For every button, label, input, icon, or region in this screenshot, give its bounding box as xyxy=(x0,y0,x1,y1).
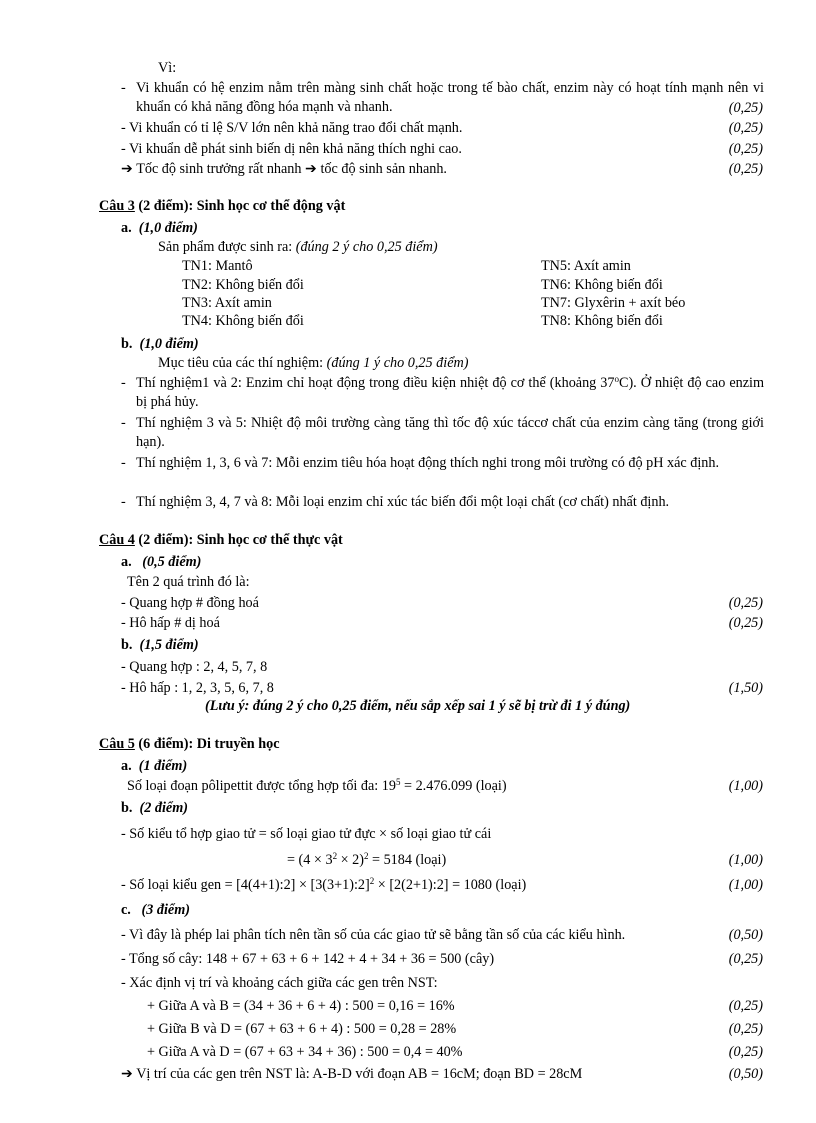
q5-part-a-heading: a. (1 điểm) xyxy=(121,758,188,774)
score: (0,25) xyxy=(728,161,763,177)
tn-item: TN4: Không biến đổi xyxy=(182,313,304,329)
arrow-right-icon: ➔ xyxy=(305,161,317,177)
score: (1,00) xyxy=(728,852,763,868)
q5-b-item-1: - Số kiểu tổ hợp giao tử = số loại giao tử đực × số loại giao tử cái xyxy=(121,826,492,842)
tn-item: TN7: Glyxêrin + axít béo xyxy=(541,295,686,311)
q3-b-item-4: Thí nghiệm 3, 4, 7 và 8: Mỗi loại enzim chỉ xúc tác biến đổi một loại chất (cơ chất) nhất định. xyxy=(136,494,670,510)
score: (0,50) xyxy=(728,1066,763,1082)
q5-part-b-heading: b. (2 điểm) xyxy=(121,800,188,816)
q5-c-conclusion: ➔ Vị trí của các gen trên NST là: A-B-D với đoạn AB = 16cM; đoạn BD = 28cM xyxy=(121,1066,583,1082)
score: (0,25) xyxy=(728,595,763,611)
tn-item: TN1: Mantô xyxy=(182,258,253,274)
q4-a-item-2: - Hô hấp # dị hoá xyxy=(121,615,220,631)
q3-b-item-1: Thí nghiệm1 và 2: Enzim chỉ hoạt động trong điều kiện nhiệt độ cơ thể (khoảng 37$^o$C). Ở nhiệt độ cao enzim bị phá hủy. xyxy=(136,374,764,410)
dash-marker: - xyxy=(121,415,126,431)
score: (0,50) xyxy=(728,927,763,943)
score: (1,50) xyxy=(728,680,763,696)
q3-part-a-heading: a. (1,0 điểm) xyxy=(121,220,198,236)
top-conclusion: ➔ Tốc độ sinh trưởng rất nhanh ➔ tốc độ sinh sản nhanh. xyxy=(121,161,447,177)
dash-marker: - xyxy=(121,455,126,471)
score: (0,25) xyxy=(728,1021,763,1037)
q3-b-item-3: Thí nghiệm 1, 3, 6 và 7: Mỗi enzim tiêu hóa hoạt động thích nghi trong môi trường có độ pH xác định. xyxy=(136,455,719,471)
tn-item: TN2: Không biến đổi xyxy=(182,277,304,293)
q5-part-c-heading: c. (3 điểm) xyxy=(121,902,190,918)
dash-marker: - xyxy=(121,494,126,510)
tn-item: TN8: Không biến đổi xyxy=(541,313,663,329)
q4-b-item-1: - Quang hợp : 2, 4, 5, 7, 8 xyxy=(121,659,268,675)
top-item-1: Vi khuẩn có hệ enzim nằm trên màng sinh chất hoặc trong tế bào chất, enzim này có hoạt tính mạnh nên vi khuẩn có khả năng đồng hóa mạnh và nhanh. xyxy=(136,80,764,115)
q3-b-item-2: Thí nghiệm 3 và 5: Nhiệt độ môi trường càng tăng thì tốc độ xúc táccơ chất của enzim càng tăng (trong giới hạn). xyxy=(136,415,764,450)
score: (1,00) xyxy=(728,778,763,794)
tn-item: TN6: Không biến đổi xyxy=(541,277,663,293)
q5-c-item-1: - Vì đây là phép lai phân tích nên tần số của các giao tử sẽ bằng tần số của các kiểu hình. xyxy=(121,927,626,943)
arrow-right-icon: ➔ xyxy=(121,161,133,177)
q4-a-intro: Tên 2 quá trình đó là: xyxy=(127,574,250,590)
q4-part-b-heading: b. (1,5 điểm) xyxy=(121,637,199,653)
dash-marker: - xyxy=(121,80,126,96)
top-item-2: - Vi khuẩn có tỉ lệ S/V lớn nên khả năng trao đổi chất mạnh. xyxy=(121,120,463,136)
q4-a-item-1: - Quang hợp # đồng hoá xyxy=(121,595,259,611)
top-item-3: - Vi khuẩn dễ phát sinh biến dị nên khả năng thích nghi cao. xyxy=(121,141,462,157)
q5-b-item-2: = $(4 \times 3^2 \times 2)^2 = 5184$ (loại) xyxy=(287,851,447,868)
tn-item: TN3: Axít amin xyxy=(182,295,272,311)
q4-part-a-heading: a. (0,5 điểm) xyxy=(121,554,202,570)
question-4-title: Câu 4 (2 điểm): Sinh học cơ thể thực vật xyxy=(99,532,343,548)
q5-c-item-5: + Giữa B và D = (67 + 63 + 6 + 4) : 500 = 0,28 = 28% xyxy=(147,1021,457,1037)
score: (0,25) xyxy=(728,951,763,967)
q4-note: (Lưu ý: đúng 2 ý cho 0,25 điểm, nếu sắp xếp sai 1 ý sẽ bị trừ đi 1 ý đúng) xyxy=(205,698,631,714)
score: (0,25) xyxy=(728,120,763,136)
score: (0,25) xyxy=(728,615,763,631)
score: (0,25) xyxy=(728,141,763,157)
q5-c-item-6: + Giữa A và D = (67 + 63 + 34 + 36) : 500 = 0,4 = 40% xyxy=(147,1044,463,1060)
score: (1,00) xyxy=(728,877,763,893)
score: (0,25) xyxy=(728,100,763,116)
q5-c-item-2: - Tổng số cây: 148 + 67 + 63 + 6 + 142 + 4 + 34 + 36 = 500 (cây) xyxy=(121,951,495,967)
q5-c-item-3: - Xác định vị trí và khoảng cách giữa các gen trên NST: xyxy=(121,975,438,991)
question-3-title: Câu 3 (2 điểm): Sinh học cơ thể động vật xyxy=(99,198,346,214)
dash-marker: - xyxy=(121,375,126,391)
q5-c-item-4: + Giữa A và B = (34 + 36 + 6 + 4) : 500 = 0,16 = 16% xyxy=(147,998,455,1014)
q3-part-b-heading: b. (1,0 điểm) xyxy=(121,336,199,352)
arrow-right-icon: ➔ xyxy=(121,1066,133,1082)
q3-b-intro: Mục tiêu của các thí nghiệm: (đúng 1 ý cho 0,25 điểm) xyxy=(158,355,469,371)
q5-b-item-3: - Số loại kiểu gen = [4(4+1):2] × [3(3+1):2]$^2$ × [2(2+1):2] = 1080 (loại) xyxy=(121,876,527,893)
score: (0,25) xyxy=(728,1044,763,1060)
vi-label: Vì: xyxy=(158,60,177,76)
score: (0,25) xyxy=(728,998,763,1014)
q4-b-item-2: - Hô hấp : 1, 2, 3, 5, 6, 7, 8 xyxy=(121,680,274,696)
tn-item: TN5: Axít amin xyxy=(541,258,631,274)
question-5-title: Câu 5 (6 điểm): Di truyền học xyxy=(99,736,280,752)
q5-a-item-1: Số loại đoạn pôlipettit được tổng hợp tối đa: $19^5 = 2.476.099$ (loại) xyxy=(127,777,507,794)
q3-a-intro: Sản phẩm được sinh ra: (đúng 2 ý cho 0,25 điểm) xyxy=(158,239,438,255)
